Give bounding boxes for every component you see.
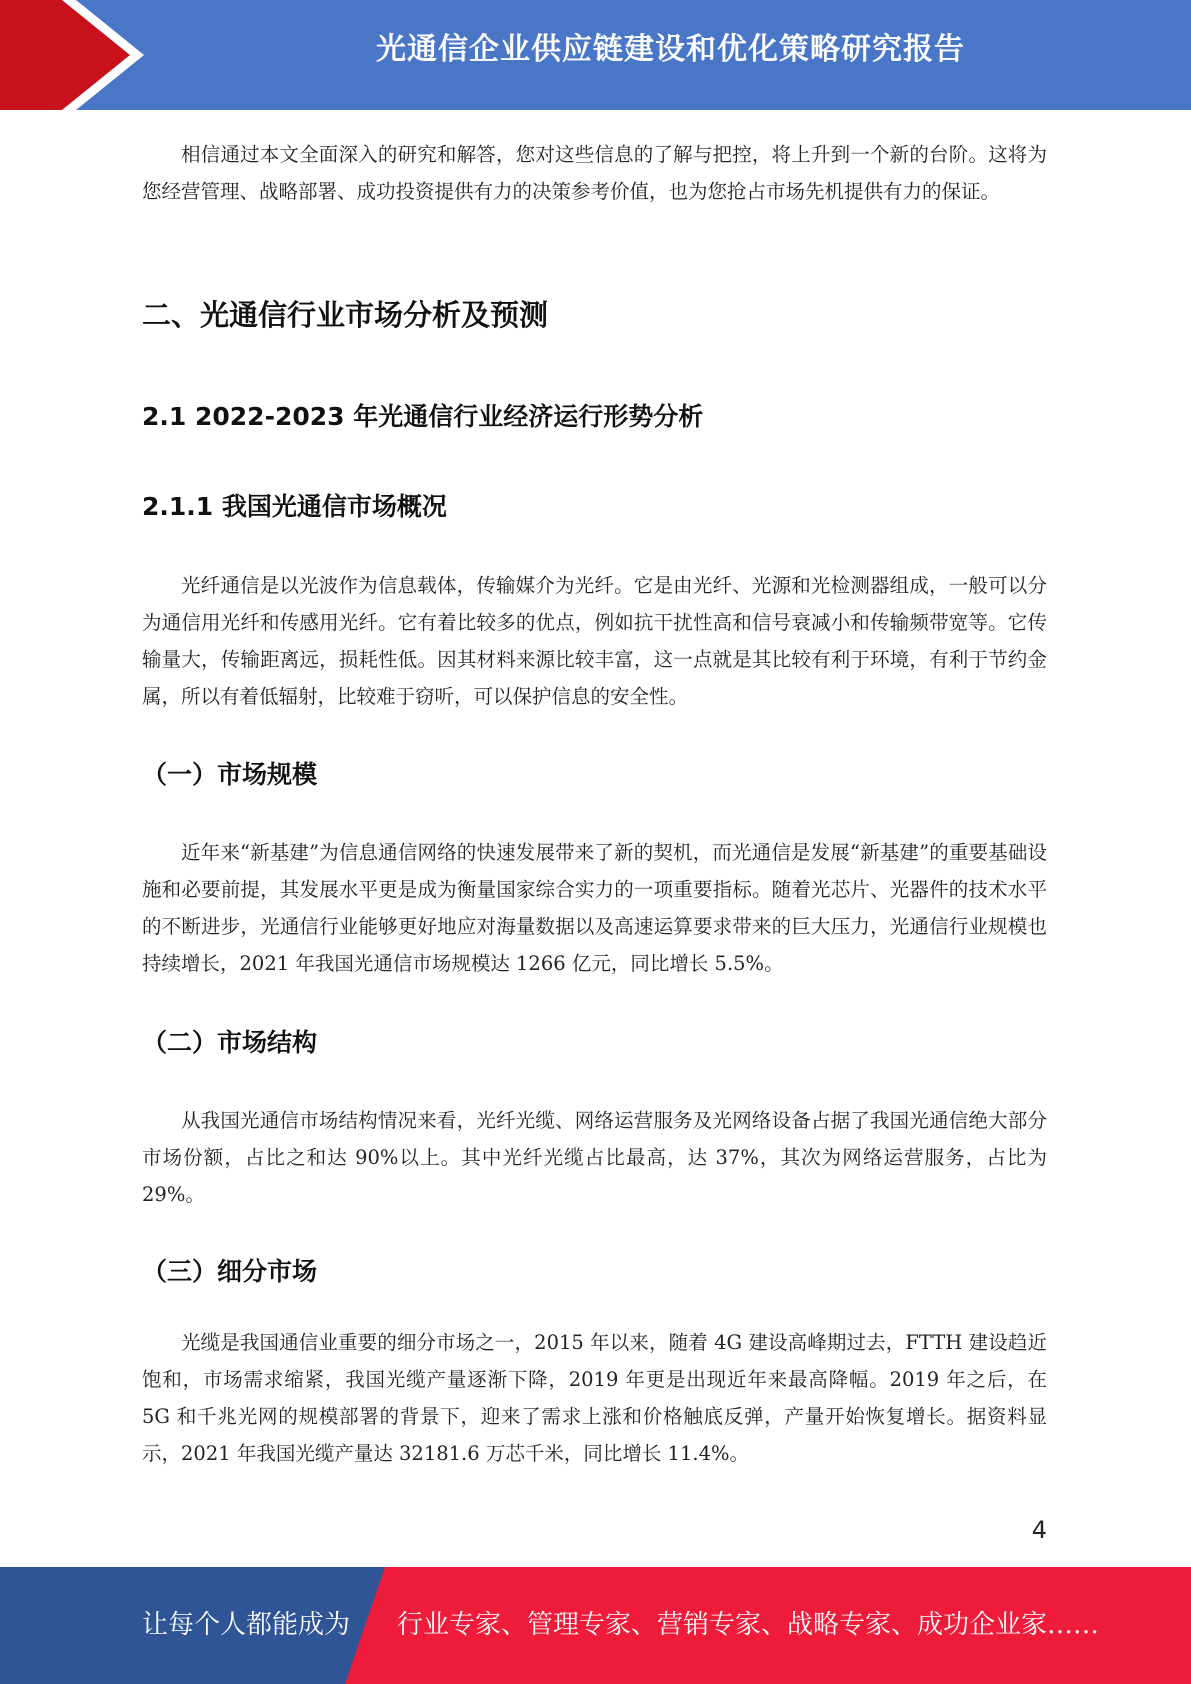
market-segment-heading: （三）细分市场: [142, 1257, 318, 1286]
footer-slogan-left: 让每个人都能成为: [142, 1610, 351, 1640]
market-segment-paragraph: 光缆是我国通信业重要的细分市场之一，2015 年以来，随着 4G 建设高峰期过去，FTTH 建设趋近饱和，市场需求缩紧，我国光缆产量逐渐下降，2019 年更是出现近年来最高降幅。2019 年之后，在 5G 和千兆光网的规模部署的背景下，迎来了需求上涨和价格触底反弹，产量开始恢复增长。据资料显示，2021 年我国光缆产量达 32181.6 万芯千米，同比增长 11.4%。: [142, 1331, 1047, 1465]
section-2-1-1-heading: 2.1.1 我国光通信市场概况: [142, 492, 447, 521]
market-structure-paragraph: 从我国光通信市场结构情况来看，光纤光缆、网络运营服务及光网络设备占据了我国光通信绝大部分市场份额，占比之和达 90%以上。其中光纤光缆占比最高，达 37%，其次为网络运营服务，占比为 29%。: [142, 1109, 1047, 1206]
header-title: 光通信企业供应链建设和优化策略研究报告: [376, 32, 965, 67]
market-structure-heading: （二）市场结构: [142, 1028, 318, 1057]
market-scale-heading: （一）市场规模: [142, 760, 318, 789]
section-2-heading: 二、光通信行业市场分析及预测: [142, 298, 549, 332]
footer-slogan-right: 行业专家、管理专家、营销专家、战略专家、成功企业家……: [397, 1610, 1100, 1640]
section-2-1-heading: 2.1 2022-2023 年光通信行业经济运行形势分析: [142, 402, 704, 431]
page-footer: [0, 1567, 1191, 1684]
section-2-1-1-paragraph: 光纤通信是以光波作为信息载体，传输媒介为光纤。它是由光纤、光源和光检测器组成，一般可以分为通信用光纤和传感用光纤。它有着比较多的优点，例如抗干扰性高和信号衰减小和传输频带宽等。它传输量大，传输距离远，损耗性低。因其材料来源比较丰富，这一点就是其比较有利于环境，有利于节约金属，所以有着低辐射，比较难于窃听，可以保护信息的安全性。: [142, 574, 1047, 708]
header-red-chevron: [0, 0, 150, 110]
page-header: [0, 0, 1191, 110]
market-scale-paragraph: 近年来“新基建”为信息通信网络的快速发展带来了新的契机，而光通信是发展“新基建”的重要基础设施和必要前提，其发展水平更是成为衡量国家综合实力的一项重要指标。随着光芯片、光器件的技术水平的不断进步，光通信行业能够更好地应对海量数据以及高速运算要求带来的巨大压力，光通信行业规模也持续增长，2021 年我国光通信市场规模达 1266 亿元，同比增长 5.5%。: [142, 841, 1047, 975]
intro-paragraph: 相信通过本文全面深入的研究和解答，您对这些信息的了解与把控，将上升到一个新的台阶。这将为您经营管理、战略部署、成功投资提供有力的决策参考价值，也为您抢占市场先机提供有力的保证。: [142, 143, 1047, 203]
page-number: 4: [1031, 1516, 1047, 1544]
